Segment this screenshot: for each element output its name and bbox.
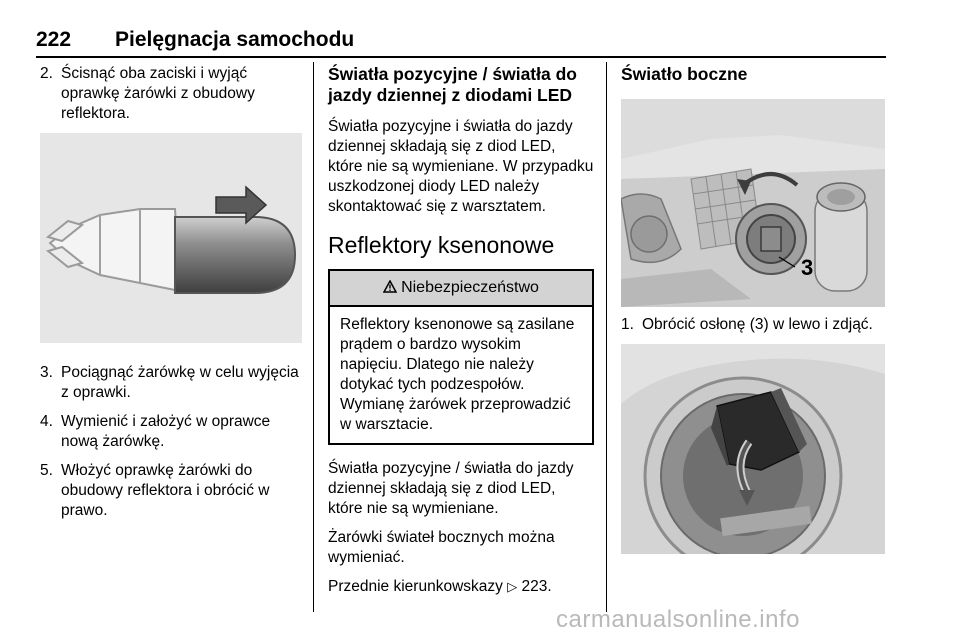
led-paragraph: Światła pozycyjne i światła do jazdy dziennej składają się z diod LED, które nie są wymieniane. W przypadku uszkodzonej diody LED należy skontaktować się z warsztatem.: [328, 118, 594, 215]
warning-triangle-icon: [383, 278, 397, 298]
danger-warning-box: [328, 269, 594, 445]
page-reference-arrow-icon: ▷: [507, 579, 518, 594]
step-4: [40, 412, 302, 452]
reference-text: Przednie kierunkowskazy: [328, 578, 508, 595]
column-divider-1: [313, 62, 314, 612]
step-text: Obrócić osłonę (3) w lewo i zdjąć.: [642, 316, 873, 333]
column-middle: [328, 64, 594, 606]
step-1: [621, 315, 891, 335]
part-label-3: 3: [801, 255, 814, 280]
side-bulb-paragraph: Żarówki świateł bocznych można wymieniać.: [328, 529, 555, 566]
led-note-paragraph: Światła pozycyjne / światła do jazdy dziennej składają się z diod LED, które nie są wymieniane.: [328, 460, 574, 517]
step-5: [40, 461, 302, 521]
page-header: [36, 28, 886, 56]
page-reference-link[interactable]: 223.: [521, 578, 552, 595]
warning-body: Reflektory ksenonowe są zasilane prądem o bardzo wysokim napięciu. Dlatego nie należy dotykać tych podzespołów. Wymianę żarówek przeprowadzić w warsztacie.: [340, 316, 575, 433]
header-rule: [36, 56, 886, 58]
step-text: Wymienić i założyć w oprawce nową żarówkę.: [61, 413, 271, 450]
column-right: [621, 64, 891, 554]
watermark: carmanualsonline.info: [556, 606, 800, 633]
column-left: [40, 64, 302, 530]
step-2: [40, 64, 302, 124]
step-text: Ścisnąć oba zaciski i wyjąć oprawkę żarówki z obudowy reflektora.: [61, 65, 255, 122]
warning-heading: Niebezpieczeństwo: [401, 279, 539, 296]
xenon-section-title: Reflektory ksenonowe: [328, 232, 555, 258]
page-title: Pielęgnacja samochodu: [115, 28, 355, 51]
bulb-holder-graphic: [40, 133, 302, 343]
page-number: 222: [36, 28, 72, 51]
side-light-heading: Światło boczne: [621, 64, 748, 84]
step-number: 4.: [40, 413, 53, 430]
led-subheading: Światła pozycyjne / światła do jazdy dziennej z diodami LED: [328, 64, 577, 105]
step-number: 5.: [40, 462, 53, 479]
warning-header: [330, 271, 592, 307]
step-number: 2.: [40, 65, 53, 82]
turn-signal-reference: [328, 577, 594, 597]
engine-bay-illustration: [621, 99, 885, 307]
bulb-socket-illustration: [621, 344, 885, 554]
step-3: [40, 363, 302, 403]
step-text: Włożyć oprawkę żarówki do obudowy reflektora i obrócić w prawo.: [61, 462, 270, 519]
bulb-removal-illustration: [40, 133, 302, 343]
step-text: Pociągnąć żarówkę w celu wyjęcia z oprawki.: [61, 364, 299, 401]
step-number: 1.: [621, 316, 634, 333]
bulb-socket-graphic: [621, 344, 885, 554]
column-divider-2: [606, 62, 607, 612]
side-light-cover-graphic: [621, 99, 885, 307]
step-number: 3.: [40, 364, 53, 381]
